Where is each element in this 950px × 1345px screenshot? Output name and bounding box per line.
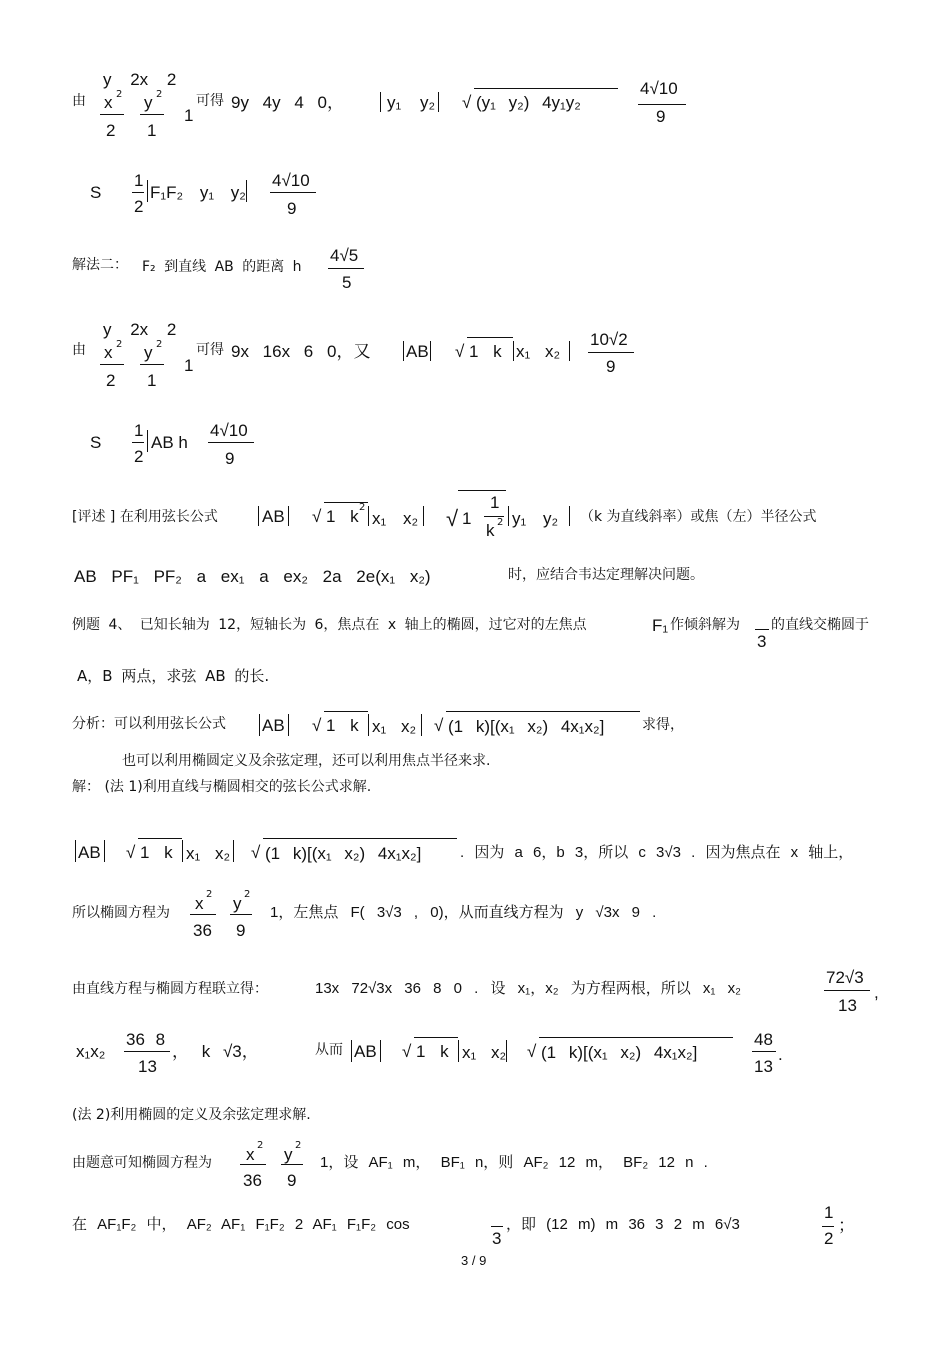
frac-den: 3 [757,632,767,651]
rhs: 1 [184,106,194,125]
frac-num: x [246,1145,255,1164]
result-den: 13 [838,996,857,1015]
exponent: 2 [156,89,163,100]
s-label: S [90,433,102,452]
text: F₂ 到直线 AB 的距离 h [142,259,302,275]
exponent: 2 [206,889,213,900]
text: 可得 [196,342,224,358]
abs-bar [513,341,514,361]
equation: 9y 4y 4 0， [231,93,344,112]
frac-num: 36 8 [126,1030,166,1049]
frac-den: 2 [106,371,116,390]
text: 1，左焦点 F( 3√3 , 0)，从而直线方程为 y √3x 9 . [270,904,657,921]
fraction-bar [491,1226,503,1227]
frac-num: 1 [490,493,500,512]
frac-den: 2 [106,121,116,140]
abs-bar [75,840,76,862]
fraction-bar [140,364,164,365]
frac-den: 3 [492,1229,502,1248]
sqrt-sign: √ [462,93,472,112]
fraction-bar [140,114,164,115]
result-den: 5 [342,273,352,292]
abs-bar [380,1040,381,1062]
text: ， k √3， [172,1042,259,1061]
fraction-bar [270,192,316,193]
ab: AB [262,507,285,526]
sqrt-bar [446,711,640,712]
system-top: y 2x 2 [103,70,177,89]
abs-content: x₁ x₂ [372,509,419,528]
lead-text: 解法二： [72,257,128,273]
frac-den: 9 [287,1171,297,1190]
text: . 因为 a 6，b 3，所以 c 3√3 . 因为焦点在 x 轴上， [460,844,854,861]
abs-bar [403,341,404,361]
abs-bar [288,506,289,526]
abs-content: x₁ x₂ [186,844,231,863]
exponent: 2 [257,1140,264,1151]
sqrt-sign: √ [446,506,459,531]
sqrt-bar [474,88,618,89]
result-num: 72√3 [826,968,864,987]
sqrt-content: 1 k [416,1042,449,1061]
sqrt-content: (1 k)[(x₁ x₂) 4x₁x₂] [265,844,422,863]
exponent: 2 [497,517,504,528]
sqrt-sign: √ [251,843,261,862]
half-num: 1 [134,171,144,190]
frac-num: x [104,343,113,362]
result-num: 4√10 [210,421,248,440]
text: 求得， [642,717,684,733]
text: , [874,983,879,1002]
result-den: 9 [225,449,235,468]
frac-num: y [284,1145,293,1164]
abs-bar [423,506,424,526]
frac-num: x [195,894,204,913]
abs-bar [351,1040,352,1062]
sqrt-bar [138,838,182,839]
text: 在 AF₁F₂ 中， AF₂ AF₁ F₁F₂ 2 AF₁ F₁F₂ cos [72,1216,410,1233]
text: . [778,1045,783,1064]
sqrt-bar [539,1037,733,1038]
text: A，B 两点，求弦 AB 的长. [77,667,270,685]
result-den: 9 [287,199,297,218]
abs-bar [233,840,234,862]
frac-num: y [233,894,242,913]
sqrt-sign: √ [434,716,444,735]
sqrt-bar [458,490,506,491]
exponent: 2 [244,889,251,900]
sqrt-content: 1 k [140,843,173,862]
text: （k 为直线斜率）或焦（左）半径公式 [580,509,817,525]
result-num: 48 [754,1030,773,1049]
result-den: 9 [606,357,616,376]
abs-bar [104,840,105,862]
fraction-bar [240,1164,266,1165]
text-line-17: (法 2)利用椭圆的定义及余弦定理求解. [72,1107,311,1123]
frac-num: y [144,343,153,362]
exponent: 2 [116,339,123,350]
body: AB h [151,433,188,452]
rhs: 1 [184,356,194,375]
text-line-12: 解： (法 1)利用直线与椭圆相交的弦长公式求解. [72,779,372,795]
fraction-bar [230,914,252,915]
page-number: 3 / 9 [461,1253,487,1268]
abs-bar [368,714,369,736]
exponent: 2 [295,1140,302,1151]
abs-content: y₁ y₂ [387,93,436,112]
abs-bar [438,92,439,112]
abs-bar [569,506,570,526]
fraction-bar [755,629,769,630]
text: 例题 4、 已知长轴为 12，短轴长为 6，焦点在 x 轴上的椭圆，过它对的左焦点 [72,617,587,633]
abs-bar [421,714,422,736]
frac-den: 9 [236,921,246,940]
text: [评述 ] 在利用弦长公式 [72,509,218,525]
ab: AB [78,843,101,862]
text: 作倾斜解为 [670,617,740,633]
fraction-bar [638,104,686,105]
fraction-bar [132,442,144,443]
text: ； [838,1216,855,1235]
abs-bar [182,840,183,862]
abs-bar [368,506,369,526]
text: 由题意可知椭圆方程为 [72,1155,212,1171]
fraction-bar [281,1164,303,1165]
sqrt-content: (1 k)[(x₁ x₂) 4x₁x₂] [448,717,605,736]
abs-bar [506,1040,507,1062]
text: 1，设 AF₁ m， BF₁ n，则 AF₂ 12 m， BF₂ 12 n . [320,1154,708,1171]
exponent: 2 [116,89,123,100]
sqrt-bar [324,711,368,712]
fraction-bar [824,990,870,991]
ab: AB [262,716,285,735]
lead-text: 由 [72,342,86,358]
text: ，即 (12 m) m 36 3 2 m 6√3 [506,1216,740,1233]
result-num: 4√10 [640,79,678,98]
abs-bar [147,180,148,202]
fraction-bar [752,1051,776,1052]
result-num: 10√2 [590,330,628,349]
sqrt-bar [263,838,457,839]
fraction-bar [328,268,364,269]
fraction-bar [124,1051,170,1052]
frac-den: 1 [147,121,157,140]
f1: F₁ [652,616,669,635]
half-num: 1 [134,421,144,440]
s-label: S [90,183,102,202]
abs-bar [288,714,289,736]
fraction-bar [588,352,634,353]
sqrt-content: (1 k)[(x₁ x₂) 4x₁x₂] [541,1043,698,1062]
abs-bar [569,341,570,361]
text: 的直线交椭圆于 [771,617,869,633]
sqrt-content: 1 k [469,342,502,361]
system-top: y 2x 2 [103,320,177,339]
abs-content: x₁ x₂ [372,717,417,736]
abs-bar [458,1040,459,1062]
fraction-bar [100,114,124,115]
abs-bar [508,506,509,526]
ab: AB [354,1042,377,1061]
sqrt-content: 1 k [326,507,359,526]
sqrt-content: 1 k [326,716,359,735]
frac-den: 36 [193,921,212,940]
result-den: 9 [656,107,666,126]
sqrt-content: 1 [462,509,472,528]
abs-content: x₁ x₂ [516,342,561,361]
text: 可得 [196,93,224,109]
frac-den: 36 [243,1171,262,1190]
frac-den: 1 [147,371,157,390]
frac-den: 13 [138,1057,157,1076]
text-line-11: 也可以利用椭圆定义及余弦定理，还可以利用焦点半径来求. [122,753,491,769]
result-num: 4√5 [330,246,359,265]
result-num: 4√10 [272,171,310,190]
text: 分析：可以利用弦长公式 [72,716,226,732]
fraction-bar [190,914,216,915]
sqrt-bar [467,337,513,338]
abs-content: y₁ y₂ [512,509,559,528]
half-den: 2 [134,447,144,466]
fraction-bar [822,1226,834,1227]
abs-content: x₁ x₂ [462,1043,507,1062]
frac-num: x [104,93,113,112]
abs-bar [258,506,259,526]
fraction-bar [100,364,124,365]
text: 从而 [315,1042,343,1058]
sqrt-sign: √ [455,342,465,361]
half-num: 1 [824,1203,834,1222]
text: 所以椭圆方程为 [72,905,170,921]
text: x₁x₂ [76,1042,106,1061]
frac-den: k [486,521,495,540]
abs-bar [259,714,260,736]
sqrt-bar [414,1037,458,1038]
body: F₁F₂ y₁ y₂ [150,183,246,202]
fraction-bar [132,192,144,193]
text: 由直线方程与椭圆方程联立得： [72,981,268,997]
text: 时，应结合韦达定理解决问题。 [508,567,704,583]
half-den: 2 [134,197,144,216]
equation: 13x 72√3x 36 8 0 . 设 x₁，x₂ 为方程两根，所以 x₁ x₂ [315,980,741,997]
formula: AB PF₁ PF₂ a ex₁ a ex₂ 2a 2e(x₁ x₂) [74,567,431,586]
sqrt-sign: √ [126,843,136,862]
abs-bar [246,180,247,202]
sqrt-sign: √ [312,507,322,526]
frac-num: y [144,93,153,112]
sqrt-sign: √ [527,1042,537,1061]
sqrt-content: (y₁ y₂) 4y₁y₂ [476,93,581,112]
lead-text: 由 [72,93,86,109]
abs-bar [430,341,431,361]
abs-bar [147,430,148,452]
abs-bar [380,92,381,112]
equation: 9x 16x 6 0，又 [231,342,371,361]
half-den: 2 [824,1229,834,1248]
result-den: 13 [754,1057,773,1076]
fraction-bar [208,442,254,443]
exponent: 2 [359,502,366,513]
exponent: 2 [156,339,163,350]
sqrt-sign: √ [402,1042,412,1061]
ab: AB [406,342,429,361]
sqrt-sign: √ [312,716,322,735]
